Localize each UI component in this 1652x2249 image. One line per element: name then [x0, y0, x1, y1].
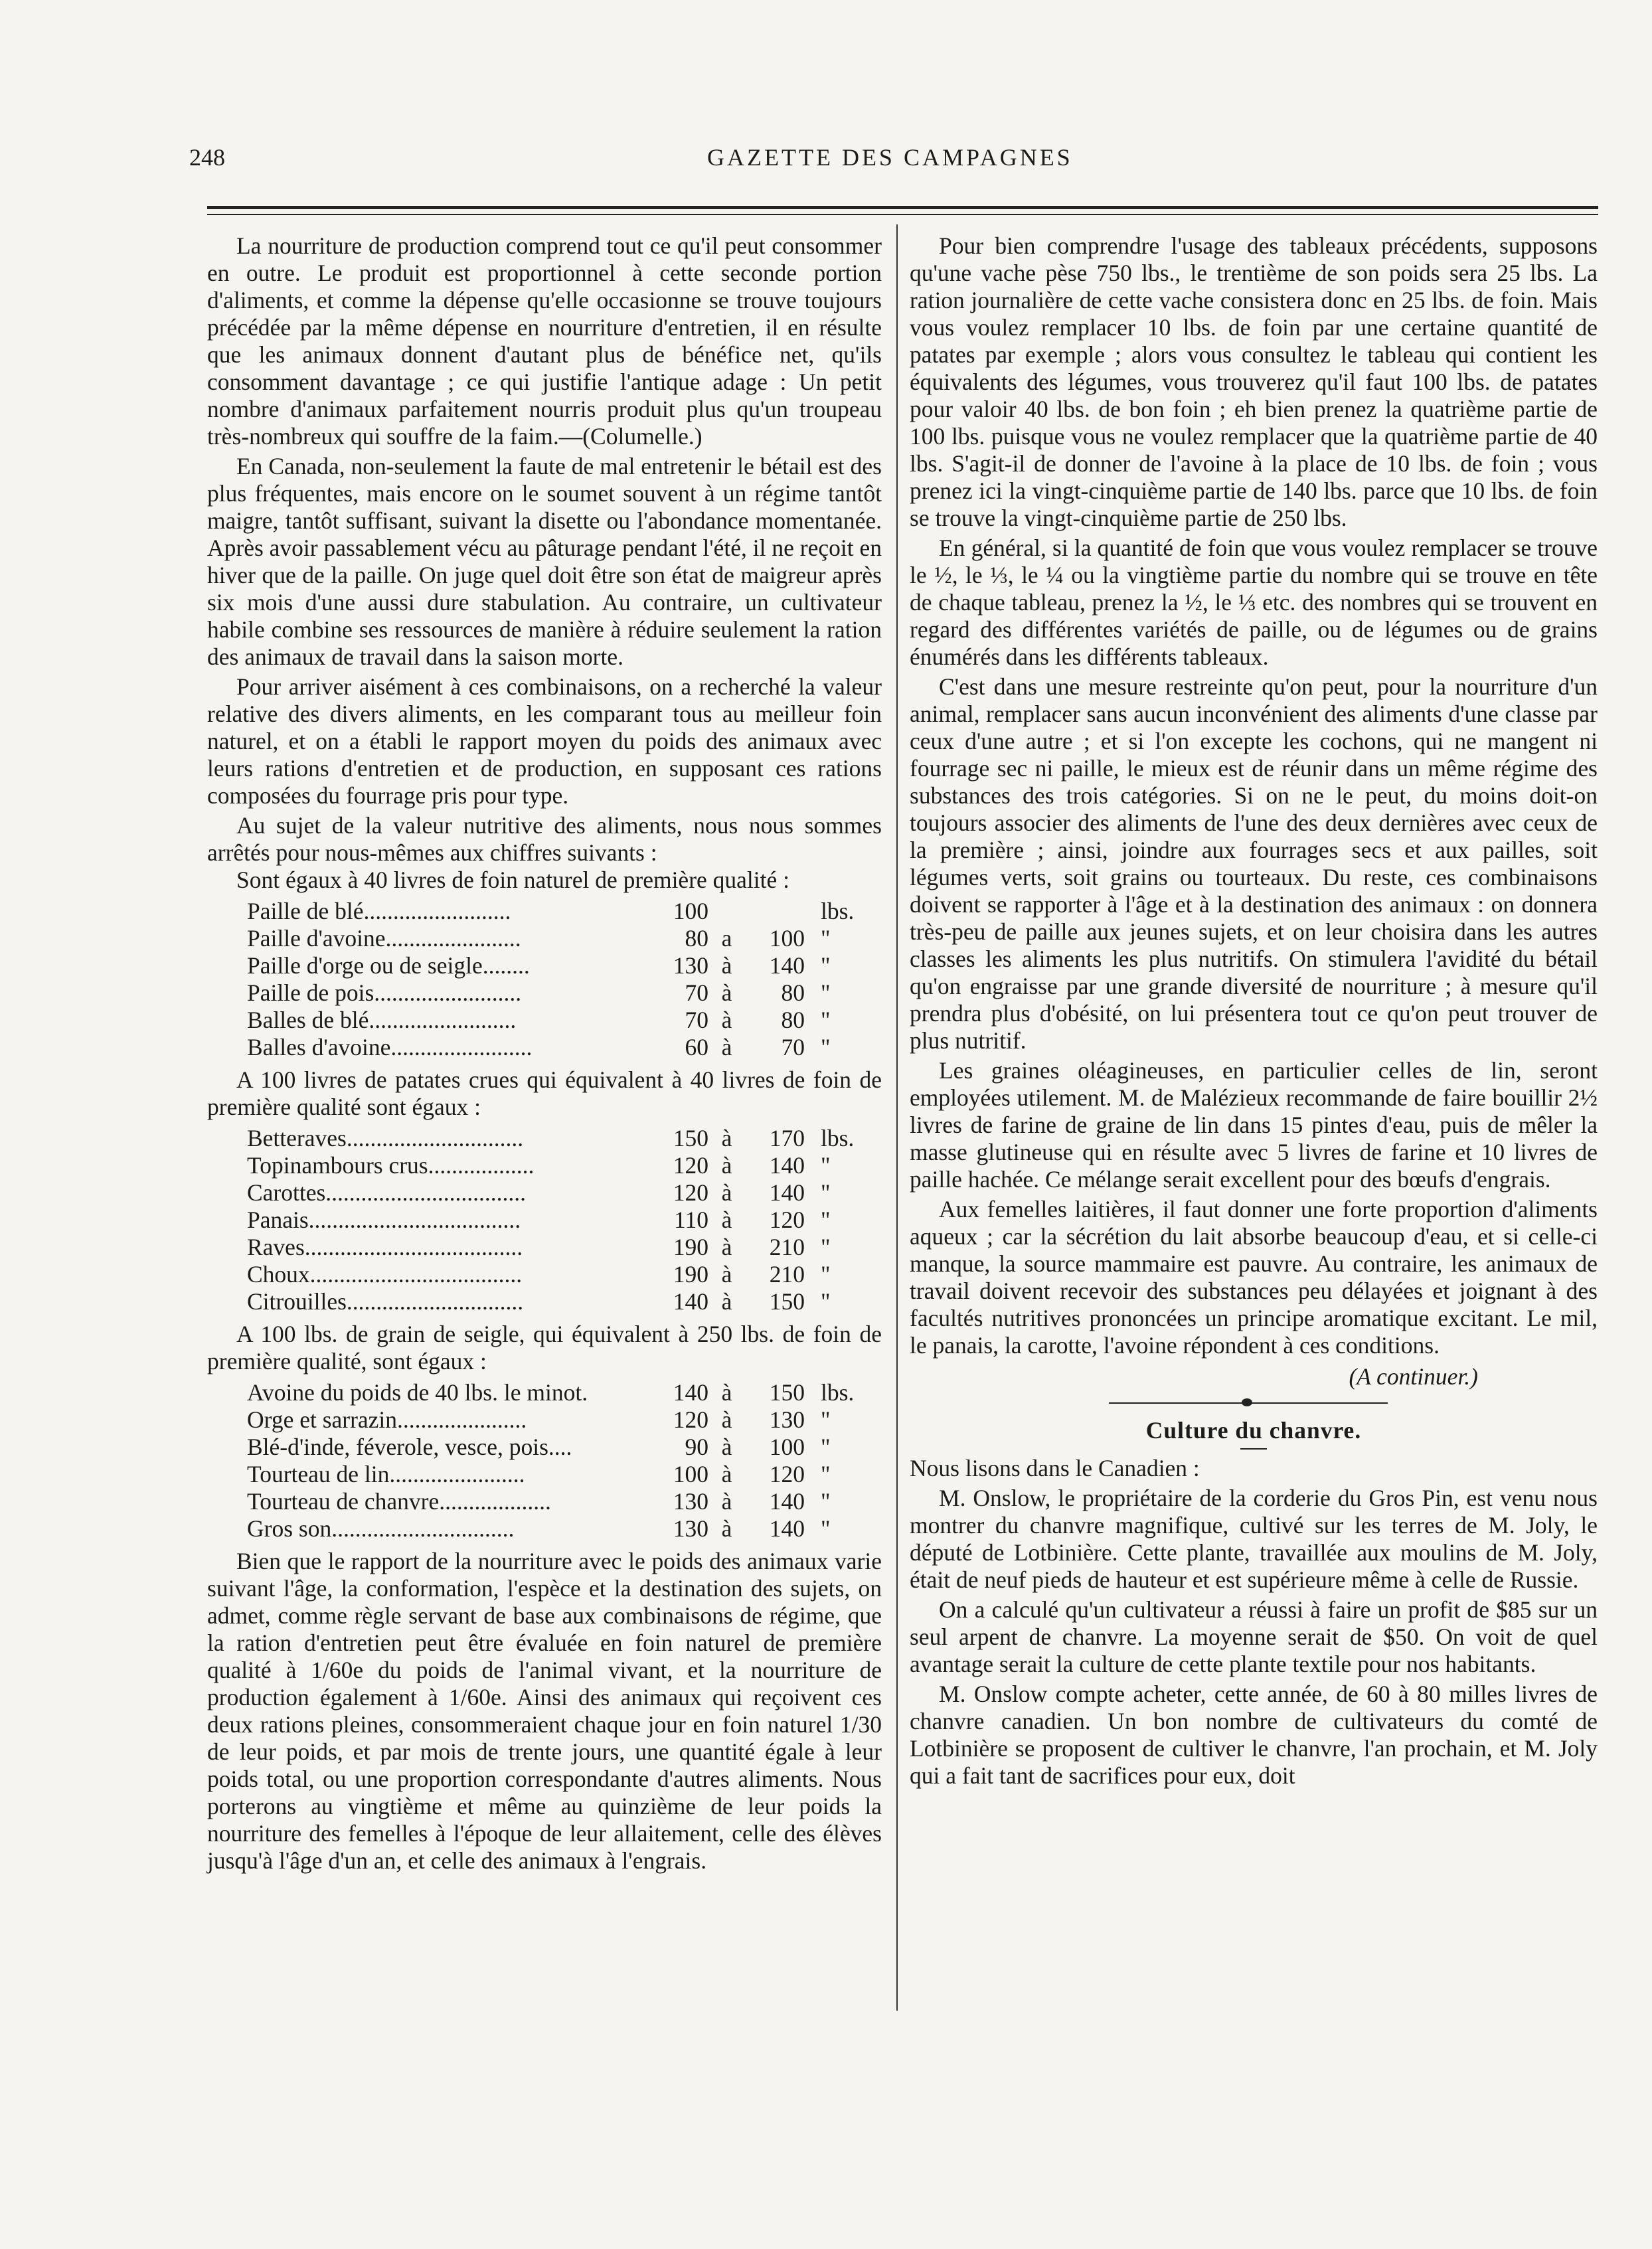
paragraph: Aux femelles laitières, il faut donner une forte proportion d'aliments aqueux ; car la sécrétion du lait absorbe beaucoup d'eau, et si celle-ci manque, la source mammaire est pauvre. Au contraire, les animaux de travail doivent recevoir des substances peu délayées et joignant à des facultés nutritives prononcées un principe aromatique excitant. Le mil, le panais, la carotte, l'avoine répondent à ces conditions. — [910, 1196, 1598, 1359]
table-row — [207, 1488, 882, 1515]
paragraph: Les graines oléagineuses, en particulier celles de lin, seront employées utilement. M. de Malézieux recommande de faire bouillir 2½ livres de farine de graine de lin dans 15 pintes d'eau, puis de mêler la masse glutineuse qui en résulte avec 5 livres de farine et 10 livres de paille hachée. Ce mélange serait excellent pour des bœufs d'engrais. — [910, 1057, 1598, 1193]
table-cell-v1: 70 — [685, 979, 708, 1006]
table-row — [207, 1152, 882, 1179]
paragraph: Bien que le rapport de la nourriture avec le poids des animaux varie suivant l'âge, la conformation, l'espèce et la destination des sujets, on admet, comme règle servant de base aux combinaisons de régime, que la ration d'entretien peut être évaluée en foin naturel de première qualité à 1/60e du poids de l'animal vivant, et la nourriture de production également à 1/60e. Ainsi des animaux qui reçoivent ces deux rations pleines, consommeraient chaque jour en foin naturel 1/30 de leur poids, et par mois de trente jours, une quantité égale à leur poids total, ou une proportion correspondante d'autres aliments. Nous porterons au vingtième et même au quinzième de leur poids la nourriture des femelles à l'époque de leur allaitement, celle des élèves jusqu'à l'âge d'un an, et celle des animaux à l'engrais. — [207, 1548, 882, 1874]
table-row — [207, 1288, 882, 1315]
table-cell-name: Betteraves.............................. — [247, 1125, 524, 1151]
table-cell-v2: 140 — [769, 1152, 805, 1179]
table-cell-v1: 110 — [674, 1207, 708, 1233]
table-cell-v1: 130 — [673, 1488, 708, 1515]
table-cell-sep: à — [721, 1288, 732, 1315]
paragraph: Pour arriver aisément à ces combinaisons, on a recherché la valeur relative des divers aliments, en les comparant tous au meilleur foin naturel, et on a établi le rapport moyen du poids des animaux avec leurs rations d'entretien et de production, en supposant ces rations composées du fourrage pris pour type. — [207, 673, 882, 809]
table-cell-v2: 140 — [769, 952, 805, 979]
table-row — [207, 1434, 882, 1461]
table-intro: A 100 lbs. de grain de seigle, qui équivalent à 250 lbs. de foin de première qualité, sont égaux : — [207, 1321, 882, 1374]
table-cell-name: Gros son............................... — [247, 1515, 515, 1542]
table-cell-unit: " — [821, 1007, 831, 1033]
running-head: GAZETTE DES CAMPAGNES — [707, 144, 1073, 171]
paragraph: On a calculé qu'un cultivateur a réussi à faire un profit de $85 sur un seul arpent de chanvre. La moyenne serait de $50. On voit de quel avantage serait la culture de cette plante textile pour nos habitants. — [910, 1596, 1598, 1677]
paragraph: En général, si la quantité de foin que vous voulez remplacer se trouve le ½, le ⅓, le ¼ ou la vingtième partie du nombre qui se trouve en tête de chaque tableau, prenez la ½, le ⅓ etc. des nombres qui se trouvent en regard des différentes variétés de paille, ou de légumes ou de grains énumérés dans les différents tableaux. — [910, 535, 1598, 670]
table-cell-name: Topinambours crus.................. — [247, 1152, 535, 1179]
table-cell-v2: 170 — [769, 1125, 805, 1151]
table-row — [207, 1207, 882, 1234]
table-cell-v2: 80 — [781, 979, 805, 1006]
table-cell-sep: à — [721, 952, 732, 979]
table-row — [207, 952, 882, 979]
column-divider — [896, 224, 898, 2011]
table-cell-sep: à — [721, 1261, 732, 1288]
table-cell-v1: 120 — [673, 1152, 708, 1179]
table-cell-name: Balles d'avoine........................ — [247, 1034, 533, 1060]
table-cell-name: Carottes.................................. — [247, 1179, 527, 1206]
table-cell-v1: 190 — [673, 1234, 708, 1260]
table-cell-v1: 120 — [673, 1406, 708, 1433]
table-cell-unit: lbs. — [821, 898, 855, 924]
table-cell-sep: à — [721, 1125, 732, 1151]
table-cell-unit: " — [821, 1461, 831, 1487]
table-cell-v2: 140 — [769, 1179, 805, 1206]
table-cell-name: Paille d'orge ou de seigle........ — [247, 952, 530, 979]
table-cell-sep — [708, 898, 745, 925]
table-row — [207, 1406, 882, 1434]
table-cell-unit: " — [821, 1406, 831, 1433]
right-column — [910, 232, 1598, 1790]
equivalence-table-roots — [207, 1125, 882, 1315]
paragraph: Nous lisons dans le Canadien : — [910, 1455, 1200, 1481]
table-cell-name: Balles de blé......................... — [247, 1007, 517, 1033]
table-row — [207, 1007, 882, 1034]
table-cell-v1: 150 — [673, 1125, 708, 1151]
table-cell-sep: à — [721, 1207, 732, 1233]
table-cell-name: Paille de blé......................... — [247, 898, 511, 924]
table-row — [207, 979, 882, 1007]
table-row — [207, 1034, 882, 1061]
table-intro: A 100 livres de patates crues qui équivalent à 40 livres de foin de première qualité sont égaux : — [207, 1066, 882, 1120]
table-cell-sep: à — [721, 1488, 732, 1515]
table-cell-name: Raves..................................... — [247, 1234, 523, 1260]
left-column — [207, 232, 882, 1874]
table-cell-unit: " — [821, 979, 831, 1006]
table-cell-unit: " — [821, 1034, 831, 1060]
paragraph: Pour bien comprendre l'usage des tableaux précédents, supposons qu'une vache pèse 750 lbs., le trentième de son poids sera 25 lbs. La ration journalière de cette vache consistera donc en 25 lbs. de foin. Mais vous voulez remplacer 10 lbs. de foin par une certaine quantité de patates par exemple ; alors vous consultez le tableau qui contient les équivalents des légumes, vous trouverez qu'il faut 100 lbs. de patates pour valoir 40 lbs. de bon foin ; eh bien prenez la quatrième partie de 100 lbs. puisque vous ne voulez remplacer que la quatrième partie de 40 lbs. S'agit-il de donner de l'avoine à la place de 10 lbs. de foin ; vous prenez ici la vingt-cinquième partie de 140 lbs. parce que 10 lbs. de foin se trouve la vingt-cinquième partie de 250 lbs. — [910, 232, 1598, 531]
table-cell-sep: à — [721, 1406, 732, 1433]
equivalence-table-grains — [207, 1379, 882, 1542]
table-cell-unit: " — [821, 1152, 831, 1179]
table-cell-unit: " — [821, 1261, 831, 1288]
table-cell-v2: 210 — [769, 1261, 805, 1288]
table-row — [207, 898, 882, 925]
paragraph: La nourriture de production comprend tout ce qu'il peut consommer en outre. Le produit est proportionnel à cette seconde portion d'aliments, et comme la dépense qu'elle occasionne se trouve toujours précédée par la même dépense en nourriture d'entretien, il en résulte que les animaux donnent d'autant plus de bénéfice net, qu'ils consomment davantage ; ce qui justifie l'antique adage : Un petit nombre d'animaux parfaitement nourris produit plus qu'un troupeau très-nombreux qui souffre de la faim.—(Columelle.) — [207, 232, 882, 450]
table-intro: Sont égaux à 40 livres de foin naturel de première qualité : — [236, 867, 789, 893]
title-rule — [1240, 1448, 1267, 1450]
table-cell-v2: 150 — [769, 1379, 805, 1406]
table-cell-name: Choux.................................... — [247, 1261, 523, 1288]
table-cell-unit: lbs. — [821, 1125, 855, 1151]
ornament-divider — [910, 1394, 1598, 1413]
table-row — [207, 1179, 882, 1207]
table-cell-v2: 100 — [769, 1434, 805, 1460]
table-cell-name: Orge et sarrazin...................... — [247, 1406, 527, 1433]
table-cell-v1: 100 — [673, 898, 708, 924]
table-cell-sep: à — [721, 1434, 732, 1460]
table-cell-sep: à — [721, 1179, 732, 1206]
table-cell-v2: 120 — [769, 1461, 805, 1487]
table-cell-sep: à — [721, 1234, 732, 1260]
table-cell-name: Citrouilles.............................. — [247, 1288, 524, 1315]
table-cell-unit: " — [821, 1179, 831, 1206]
table-cell-v2: 150 — [769, 1288, 805, 1315]
paragraph: M. Onslow compte acheter, cette année, de 60 à 80 milles livres de chanvre canadien. Un bon nombre de cultivateurs du comté de Lotbinière se proposent de cultiver le chanvre, l'an prochain, et M. Joly qui a fait tant de sacrifices pour eux, doit — [910, 1681, 1598, 1789]
table-cell-v2: 100 — [769, 925, 805, 952]
section-title: Culture du chanvre. — [1145, 1417, 1362, 1444]
paragraph: En Canada, non-seulement la faute de mal entretenir le bétail est des plus fréquentes, mais encore on le soumet souvent à un régime tantôt maigre, tantôt suffisant, suivant la disette ou l'abondance momentanée. Après avoir passablement vécu au pâturage pendant l'été, il ne reçoit en hiver que de la paille. On juge quel doit être son état de maigreur après six mois d'une aussi dure stabulation. Au contraire, un cultivateur habile combine ses ressources de manière à réduire seulement la ration des animaux de travail dans la saison morte. — [207, 453, 882, 670]
continued-note: (A continuer.) — [1349, 1363, 1478, 1390]
paragraph: M. Onslow, le propriétaire de la corderie du Gros Pin, est venu nous montrer du chanvre magnifique, cultivé sur les terres de M. Joly, le député de Lotbinière. Cette plante, travaillée aux moulins de M. Joly, était de neuf pieds de hauteur et est supérieure même à celle de Russie. — [910, 1485, 1598, 1593]
table-cell-v1: 130 — [673, 1515, 708, 1542]
table-row — [207, 1125, 882, 1152]
table-cell-name: Avoine du poids de 40 lbs. le minot. — [247, 1379, 588, 1406]
table-cell-v1: 70 — [685, 1007, 708, 1033]
table-cell-v2: 130 — [769, 1406, 805, 1433]
table-cell-name: Paille de pois......................... — [247, 979, 522, 1006]
table-cell-v1: 60 — [685, 1034, 708, 1060]
paragraph: Au sujet de la valeur nutritive des aliments, nous nous sommes arrêtés pour nous-mêmes aux chiffres suivants : — [207, 812, 882, 866]
header-rule — [207, 206, 1598, 209]
table-cell-v2: 140 — [769, 1515, 805, 1542]
table-cell-sep: à — [721, 1152, 732, 1179]
table-cell-v1: 100 — [673, 1461, 708, 1487]
table-cell-unit: " — [821, 925, 831, 952]
table-cell-v2: 210 — [769, 1234, 805, 1260]
table-cell-v2: 140 — [769, 1488, 805, 1515]
table-cell-v1: 130 — [673, 952, 708, 979]
table-cell-name: Tourteau de chanvre................... — [247, 1488, 551, 1515]
table-cell-name: Paille d'avoine....................... — [247, 925, 521, 952]
table-cell-unit: " — [821, 1488, 831, 1515]
table-row — [207, 1461, 882, 1488]
table-row — [207, 1234, 882, 1261]
table-cell-unit: " — [821, 952, 831, 979]
table-cell-unit: lbs. — [821, 1379, 855, 1406]
table-row — [207, 1261, 882, 1288]
table-cell-sep: à — [721, 1034, 732, 1060]
table-cell-sep: à — [721, 1515, 732, 1542]
table-cell-sep: à — [721, 1379, 732, 1406]
table-cell-unit: " — [821, 1207, 831, 1233]
table-cell-v1: 80 — [685, 925, 708, 952]
table-cell-v2 — [745, 898, 805, 925]
table-cell-sep: à — [721, 1461, 732, 1487]
table-cell-unit: " — [821, 1515, 831, 1542]
table-cell-v2: 120 — [769, 1207, 805, 1233]
table-cell-sep: a — [721, 925, 732, 952]
table-cell-name: Panais.................................... — [247, 1207, 521, 1233]
header-rule-thin — [207, 214, 1598, 215]
table-row — [207, 1515, 882, 1542]
table-cell-v2: 80 — [781, 1007, 805, 1033]
paragraph: C'est dans une mesure restreinte qu'on peut, pour la nourriture d'un animal, remplacer sans aucun inconvénient des aliments d'une classe par ceux d'une autre ; et si l'on excepte les cochons, qui ne mangent ni fourrage sec ni paille, le mieux est de réunir dans un même régime des substances des trois catégories. Si on ne le peut, du moins doit-on toujours associer des aliments de l'une des deux dernières avec ceux de la première ; ainsi, joindre aux fourrages secs et aux pailles, soit légumes verts, soit grains ou tourteaux. Du reste, ces combinaisons doivent se rapporter à l'âge et à la destination des animaux : on donnera très-peu de paille aux jeunes sujets, et on leur choisira dans les autres classes les aliments les plus nutritifs. On stimulera l'avidité du bétail qu'on engraisse par une grande diversité de nourriture ; à mesure qu'il prendra plus d'obésité, on lui présentera tout ce qu'on peut trouver de plus nutritif. — [910, 673, 1598, 1054]
table-cell-v1: 190 — [673, 1261, 708, 1288]
table-row — [207, 1379, 882, 1406]
table-cell-v1: 120 — [673, 1179, 708, 1206]
table-cell-v2: 70 — [781, 1034, 805, 1060]
table-cell-unit: " — [821, 1234, 831, 1260]
table-cell-unit: " — [821, 1288, 831, 1315]
table-cell-v1: 90 — [685, 1434, 708, 1460]
table-cell-v1: 140 — [673, 1288, 708, 1315]
table-row — [207, 925, 882, 952]
table-cell-sep: à — [721, 1007, 732, 1033]
table-cell-unit: " — [821, 1434, 831, 1460]
table-cell-name: Blé-d'inde, féverole, vesce, pois.... — [247, 1434, 572, 1460]
table-cell-sep: à — [721, 979, 732, 1006]
equivalence-table-straw — [207, 898, 882, 1061]
table-cell-v1: 140 — [673, 1379, 708, 1406]
table-cell-name: Tourteau de lin....................... — [247, 1461, 525, 1487]
page-number: 248 — [189, 144, 225, 171]
